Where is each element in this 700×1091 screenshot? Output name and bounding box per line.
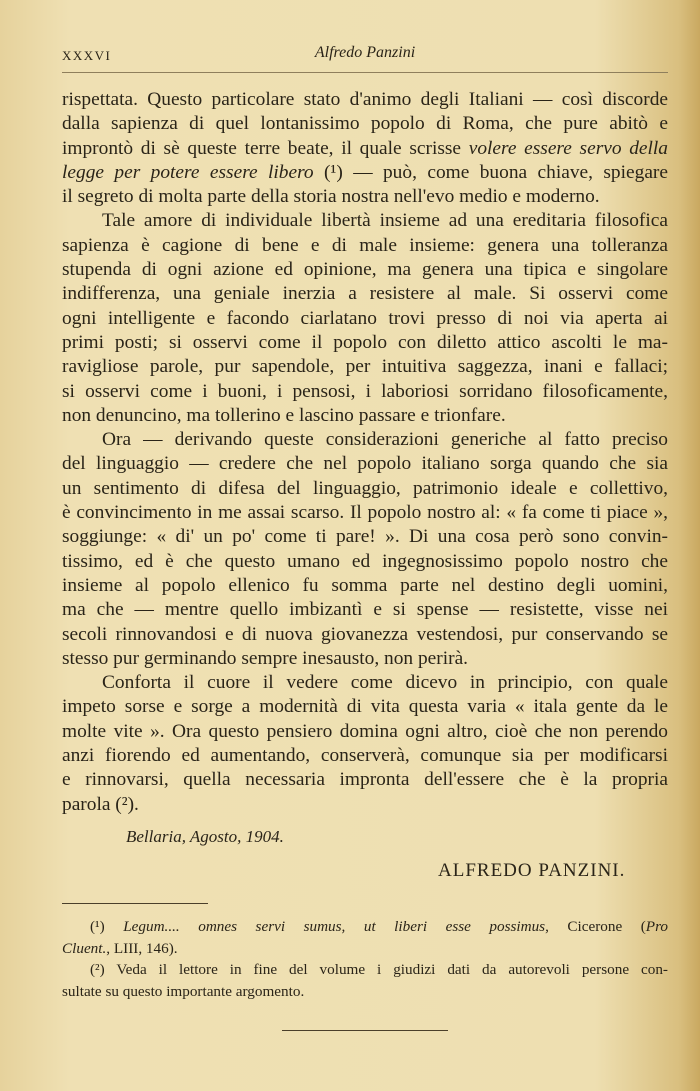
text-line: si osservi come i buoni, i pensosi, i laboriosi sorridano filosoficamente, (62, 380, 668, 402)
paragraph (62, 428, 668, 671)
text-line: sapienza è cagione di bene e di male insieme: genera una tolleranza (62, 234, 668, 256)
running-title: Alfredo Panzini (314, 44, 416, 61)
text-line: Conforta il cuore il vedere come dicevo in principio, con quale (102, 672, 668, 694)
end-rule (282, 1030, 448, 1032)
paragraph (62, 209, 668, 428)
paragraph (62, 671, 668, 817)
running-header (62, 44, 668, 66)
text-line: Ora — derivando queste considerazioni generiche al fatto preciso (102, 429, 668, 451)
footnote-line: sultate su questo importante argomento. (62, 982, 305, 1000)
footnote (62, 916, 668, 959)
text-line: primi posti; si osservi come il popolo con diletto attico ascolti le ma- (62, 331, 668, 353)
text-line: ma che — mentre quello imbizantì e si spense — resistette, visse nei (62, 599, 668, 621)
text-line: molte vite ». Ora questo pensiero domina ogni altro, cioè che non perendo (62, 720, 668, 742)
text-line: del linguaggio — credere che nel popolo italiano sorga quando che sia (62, 453, 668, 475)
footnote-line: (²) Veda il lettore in fine del volume i giudizi dati da autorevoli persone con- (90, 961, 668, 978)
text-line: rispettata. Questo particolare stato d'animo degli Italiani — così discorde (62, 89, 668, 110)
text-line: stupenda di ogni azione ed opinione, ma genera una tipica e singolare (62, 259, 668, 281)
text-line: è convincimento in me assai scarso. Il popolo nostro al: « fa come ti piace », (62, 502, 668, 524)
text-line: improntò di sè queste terre beate, il quale scrisse volere essere servo della (62, 137, 668, 159)
text-line: ogni intelligente e facondo ciarlatano trovi presso di noi via aperta ai (62, 307, 668, 329)
header-rule (62, 72, 668, 74)
text-line: secoli rinnovandosi e di nuova giovanezza vestendosi, pur conservando se (62, 623, 668, 645)
place-date: Bellaria, Agosto, 1904. (126, 827, 284, 846)
text-line: Tale amore di individuale libertà insieme ad una ereditaria filosofica (102, 210, 668, 232)
text-line: tissimo, ed è che questo umano ed ingegnosissimo popolo nostro che (62, 550, 668, 572)
text-line: soggiunge: « di' un po' come ti pare! ». Di una cosa però sono convin- (62, 526, 668, 548)
text-line: insieme al popolo ellenico fu somma parte nel destino degli uomini, (62, 574, 668, 596)
text-line: il segreto di molta parte della storia nostra nell'evo medio e moderno. (62, 186, 600, 208)
text-line: non denuncino, ma tollerino e lascino passare e trionfare. (62, 404, 506, 426)
page-number: XXXVI (62, 48, 112, 63)
text-line: impeto sorse e sorge a modernità di vita questa varia « itala gente da le (62, 696, 668, 718)
text-line: e rinnovarsi, quella necessaria impronta dell'essere che è la propria (62, 769, 668, 791)
body-text (62, 88, 668, 817)
footnote-line: (¹) Legum.... omnes servi sumus, ut liberi esse possimus, Cicerone (Pro (90, 918, 669, 935)
text-line: indifferenza, una geniale inerzia a resistere al male. Si osservi come (62, 283, 668, 305)
text-line: stesso pur germinando sempre inesausto, non perirà. (62, 647, 469, 669)
text-line: ravigliose parole, pur sapendole, per intuitiva saggezza, inani e fallaci; (62, 356, 668, 378)
footnote (62, 959, 668, 1002)
text-line: dalla sapienza di quel lontanissimo popolo di Roma, che pure abitò e (62, 113, 668, 135)
text-line: anzi fiorendo ed aumentando, conserverà, comunque sia per modificarsi (62, 745, 668, 767)
text-line: parola (²). (62, 793, 139, 815)
text-line: un sentimento di difesa del linguaggio, patrimonio ideale e collettivo, (62, 477, 668, 499)
author-signature: ALFREDO PANZINI. (438, 860, 626, 881)
text-line: legge per potere essere libero (¹) — può, come buona chiave, spiegare (62, 161, 668, 183)
paragraph (62, 88, 668, 209)
footnote-rule (62, 903, 208, 905)
footnote-line: Cluent., LIII, 146). (62, 939, 178, 957)
footnotes (62, 916, 668, 1002)
